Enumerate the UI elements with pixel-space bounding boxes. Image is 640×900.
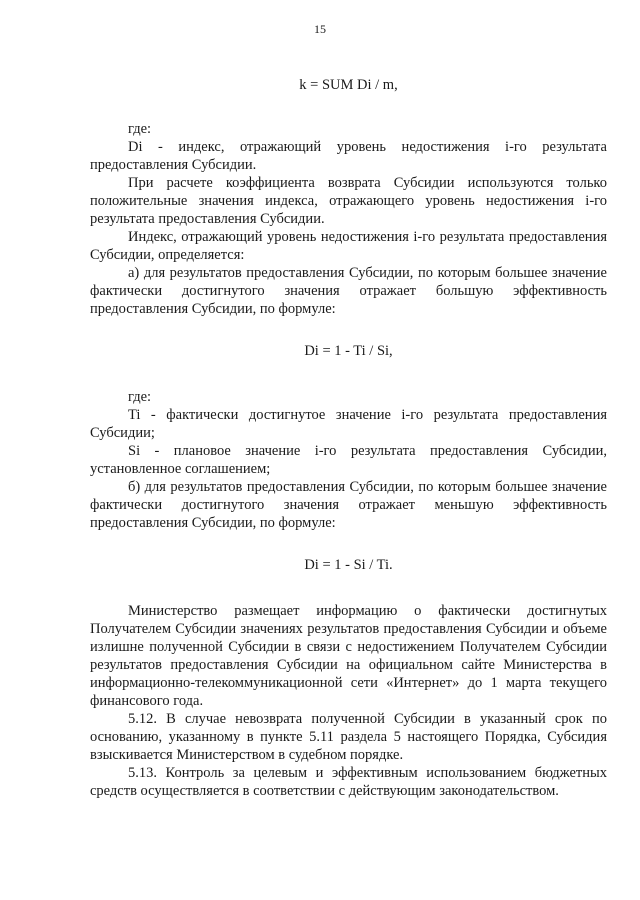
paragraph-index: Индекс, отражающий уровень недостижения i-го результата предоставления Субсидии, определяется: xyxy=(90,229,607,263)
paragraph-ministry: Министерство размещает информацию о фактически достигнутых Получателем Субсидии значениях результатов предоставления Субсидии и объеме излишне полученной Субсидии в связи с недостижением Получателем Субсидии результатов предоставления Субсидии на официальном сайте Министерства в информационно-телекоммуникационной сети «Интернет» до 1 марта текущего финансового года. xyxy=(90,603,607,709)
where-label: где: xyxy=(128,121,152,137)
paragraph-5-13: 5.13. Контроль за целевым и эффективным использованием бюджетных средств осуществляется в соответствии с действующим законодательством. xyxy=(90,765,607,799)
paragraph-ti-definition: Ti - фактически достигнутое значение i-го результата предоставления Субсидии; xyxy=(90,407,607,441)
paragraph-5-12: 5.12. В случае невозврата полученной Субсидии в указанный срок по основанию, указанному в пункте 5.11 раздела 5 настоящего Порядка, Субсидия взыскивается Министерством в судебном порядке. xyxy=(90,711,607,763)
paragraph-di-definition: Di - индекс, отражающий уровень недостижения i-го результата предоставления Субсидии. xyxy=(90,139,607,173)
page-number: 15 xyxy=(314,22,326,36)
document-body xyxy=(90,70,607,800)
paragraph-a: а) для результатов предоставления Субсидии, по которым большее значение фактически достигнутого значения отражает большую эффективность предоставления Субсидии, по формуле: xyxy=(90,265,607,317)
where-label: где: xyxy=(128,389,152,405)
formula-a: Di = 1 - Ti / Si, xyxy=(304,343,393,359)
paragraph-si-definition: Si - плановое значение i-го результата предоставления Субсидии, установленное соглашением; xyxy=(90,443,607,477)
paragraph-calculation: При расчете коэффициента возврата Субсидии используются только положительные значения индекса, отражающего уровень недостижения i-го результата предоставления Субсидии. xyxy=(90,175,607,227)
paragraph-b: б) для результатов предоставления Субсидии, по которым большее значение фактически достигнутого значения отражает меньшую эффективность предоставления Субсидии, по формуле: xyxy=(90,479,607,531)
formula-k: k = SUM Di / m, xyxy=(299,77,398,93)
formula-b: Di = 1 - Si / Ti. xyxy=(304,557,393,573)
